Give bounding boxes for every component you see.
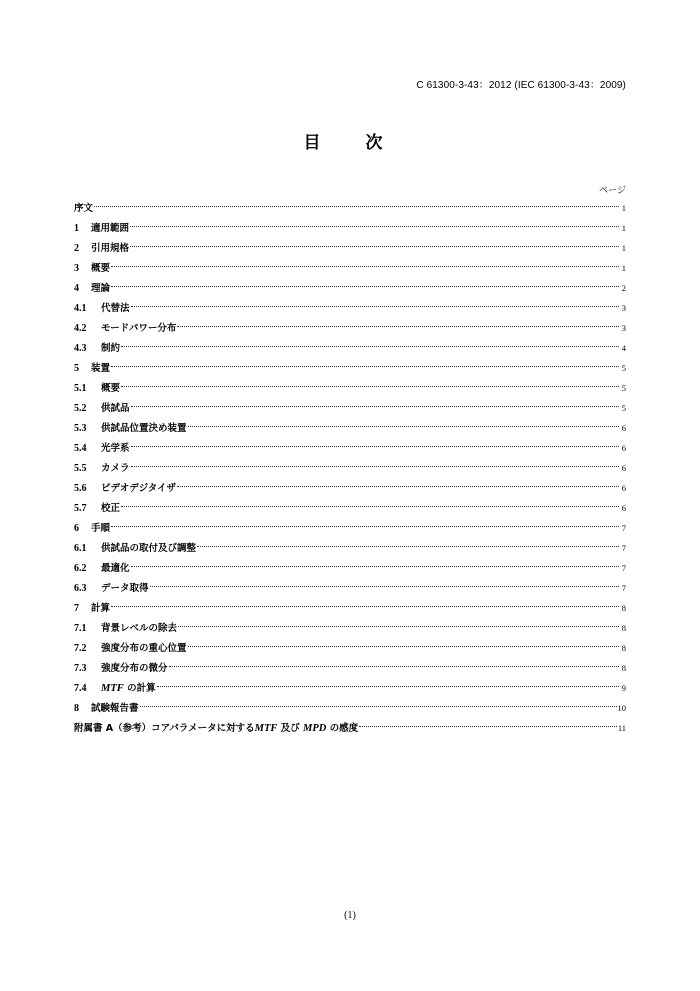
toc-entry-title [101, 679, 156, 699]
toc-dot-leader [177, 486, 619, 487]
toc-dot-leader [131, 446, 619, 447]
toc-entry-number: 5.3 [74, 423, 87, 434]
page-title: 目 次 [303, 133, 397, 153]
toc-entry-title-part: の計算 [123, 683, 156, 694]
toc-entry[interactable] [74, 538, 626, 558]
toc-dot-leader [94, 206, 619, 207]
toc-entry[interactable] [74, 438, 626, 458]
page-column-label: ページ [599, 186, 626, 196]
toc-entry-title-part: 附属書 A（参考）コアパラメータに対する [74, 723, 255, 734]
toc-entry-page: 11 [617, 723, 626, 733]
page-number-footer: (1) [344, 910, 356, 921]
toc-entry-page: 1 [621, 203, 626, 213]
toc-entry-page: 5 [621, 403, 626, 413]
toc-dot-leader [188, 646, 619, 647]
toc-entry-title: 概要 [91, 263, 111, 274]
toc-entry[interactable] [74, 618, 626, 638]
toc-entry[interactable] [74, 358, 626, 378]
toc-entry-title: 強度分布の微分 [101, 663, 168, 674]
toc-entry-title: 供試品の取付及び調整 [101, 543, 197, 554]
toc-entry-number: 7 [74, 603, 79, 614]
toc-entry-number: 6 [74, 523, 79, 534]
toc-entry-title-abbrev: MPD [303, 723, 327, 734]
toc-entry[interactable] [74, 698, 626, 718]
toc-entry-number: 4 [74, 283, 79, 294]
toc-entry-title: 供試品位置決め装置 [101, 423, 187, 434]
toc-entry-title: 光学系 [101, 443, 130, 454]
toc-entry-number: 5.5 [74, 463, 87, 474]
toc-dot-leader [177, 326, 619, 327]
table-of-contents [74, 198, 626, 738]
toc-entry-number: 7.3 [74, 663, 87, 674]
toc-entry-number: 5.1 [74, 383, 87, 394]
toc-entry-number: 5.2 [74, 403, 87, 414]
toc-entry-number: 1 [74, 223, 79, 234]
toc-entry[interactable] [74, 498, 626, 518]
toc-entry-number: 7.1 [74, 623, 87, 634]
toc-entry-page: 6 [621, 483, 626, 493]
toc-entry[interactable] [74, 258, 626, 278]
toc-entry-number: 4.2 [74, 323, 87, 334]
toc-entry-title: 概要 [101, 383, 121, 394]
toc-entry-number: 7.4 [74, 683, 87, 694]
toc-entry-number: 5 [74, 363, 79, 374]
toc-entry-number: 5.4 [74, 443, 87, 454]
toc-dot-leader [178, 626, 619, 627]
toc-dot-leader [188, 426, 619, 427]
toc-dot-leader [131, 466, 619, 467]
toc-entry[interactable] [74, 678, 626, 698]
toc-entry-page: 1 [621, 223, 626, 233]
toc-entry-page: 7 [621, 563, 626, 573]
toc-entry-number: 4.1 [74, 303, 87, 314]
toc-dot-leader [169, 666, 619, 667]
toc-entry-title [74, 719, 358, 739]
toc-entry-number: 5.6 [74, 483, 87, 494]
toc-dot-leader [111, 366, 619, 367]
toc-entry-number: 3 [74, 263, 79, 274]
toc-entry[interactable] [74, 478, 626, 498]
toc-entry-number: 7.2 [74, 643, 87, 654]
toc-entry-title: ビデオデジタイザ [101, 483, 177, 494]
toc-entry-number: 6.3 [74, 583, 87, 594]
toc-entry[interactable] [74, 398, 626, 418]
toc-entry-title-part: 及び [277, 723, 304, 734]
toc-entry-title: 背景レベルの除去 [101, 623, 178, 634]
toc-entry-title-part: の感度 [326, 723, 359, 734]
toc-dot-leader [130, 246, 619, 247]
toc-entry-title: 校正 [101, 503, 121, 514]
toc-entry-title: 強度分布の重心位置 [101, 643, 187, 654]
toc-dot-leader [131, 406, 619, 407]
toc-entry-page: 10 [617, 703, 626, 713]
toc-entry-page: 7 [621, 543, 626, 553]
toc-entry[interactable] [74, 638, 626, 658]
toc-dot-leader [197, 546, 619, 547]
toc-entry-page: 8 [621, 623, 626, 633]
toc-dot-leader [130, 226, 619, 227]
toc-entry-page: 3 [621, 303, 626, 313]
toc-entry[interactable] [74, 718, 626, 738]
toc-dot-leader [111, 266, 619, 267]
toc-entry-number: 6.2 [74, 563, 87, 574]
toc-dot-leader [157, 686, 619, 687]
toc-entry[interactable] [74, 318, 626, 338]
toc-entry-page: 5 [621, 383, 626, 393]
toc-entry-page: 7 [621, 583, 626, 593]
toc-dot-leader [131, 306, 619, 307]
toc-entry[interactable] [74, 378, 626, 398]
document-header-id: C 61300-3-43：2012 (IEC 61300-3-43：2009) [416, 80, 626, 91]
toc-entry[interactable] [74, 238, 626, 258]
toc-entry[interactable] [74, 518, 626, 538]
toc-entry-page: 1 [621, 243, 626, 253]
toc-entry-number: 6.1 [74, 543, 87, 554]
toc-entry-page: 5 [621, 363, 626, 373]
toc-entry-title: 適用範囲 [91, 223, 130, 234]
toc-entry-title: 装置 [91, 363, 111, 374]
toc-entry-title: 序文 [74, 203, 94, 214]
toc-dot-leader [140, 706, 617, 707]
toc-dot-leader [150, 586, 619, 587]
toc-entry[interactable] [74, 198, 626, 218]
toc-entry-title: 手順 [91, 523, 111, 534]
toc-entry[interactable] [74, 578, 626, 598]
toc-entry-number: 2 [74, 243, 79, 254]
toc-entry-page: 8 [621, 663, 626, 673]
toc-entry-title: カメラ [101, 463, 130, 474]
toc-entry-page: 2 [621, 283, 626, 293]
toc-entry[interactable] [74, 458, 626, 478]
toc-entry[interactable] [74, 418, 626, 438]
toc-entry-title-abbrev: MTF [101, 683, 124, 694]
toc-entry-title: 引用規格 [91, 243, 130, 254]
toc-entry-page: 7 [621, 523, 626, 533]
toc-entry-page: 1 [621, 263, 626, 273]
toc-entry[interactable] [74, 598, 626, 618]
toc-dot-leader [111, 286, 619, 287]
toc-entry-title: 制約 [101, 343, 121, 354]
toc-entry-page: 6 [621, 443, 626, 453]
toc-entry-title: 計算 [91, 603, 111, 614]
toc-entry-title: 理論 [91, 283, 111, 294]
toc-entry-number: 8 [74, 703, 79, 714]
toc-dot-leader [111, 606, 619, 607]
toc-entry-title: 代替法 [101, 303, 130, 314]
toc-dot-leader [359, 726, 617, 727]
toc-dot-leader [121, 346, 619, 347]
toc-entry[interactable] [74, 278, 626, 298]
toc-entry-page: 9 [621, 683, 626, 693]
toc-entry-title: モードパワー分布 [101, 323, 177, 334]
toc-entry[interactable] [74, 558, 626, 578]
toc-dot-leader [121, 506, 619, 507]
toc-entry-page: 6 [621, 423, 626, 433]
toc-dot-leader [131, 566, 619, 567]
toc-entry-number: 4.3 [74, 343, 87, 354]
toc-entry-page: 6 [621, 503, 626, 513]
toc-entry-page: 3 [621, 323, 626, 333]
toc-entry-page: 6 [621, 463, 626, 473]
toc-entry-title: 試験報告書 [91, 703, 139, 714]
toc-dot-leader [111, 526, 619, 527]
toc-dot-leader [121, 386, 619, 387]
toc-entry[interactable] [74, 218, 626, 238]
toc-entry-title: データ取得 [101, 583, 149, 594]
toc-entry-page: 8 [621, 643, 626, 653]
toc-entry-title: 最適化 [101, 563, 130, 574]
toc-entry[interactable] [74, 338, 626, 358]
toc-entry[interactable] [74, 298, 626, 318]
toc-entry-page: 4 [621, 343, 626, 353]
toc-entry[interactable] [74, 658, 626, 678]
toc-entry-number: 5.7 [74, 503, 87, 514]
toc-entry-page: 8 [621, 603, 626, 613]
toc-entry-title: 供試品 [101, 403, 130, 414]
toc-entry-title-abbrev: MTF [254, 723, 278, 734]
